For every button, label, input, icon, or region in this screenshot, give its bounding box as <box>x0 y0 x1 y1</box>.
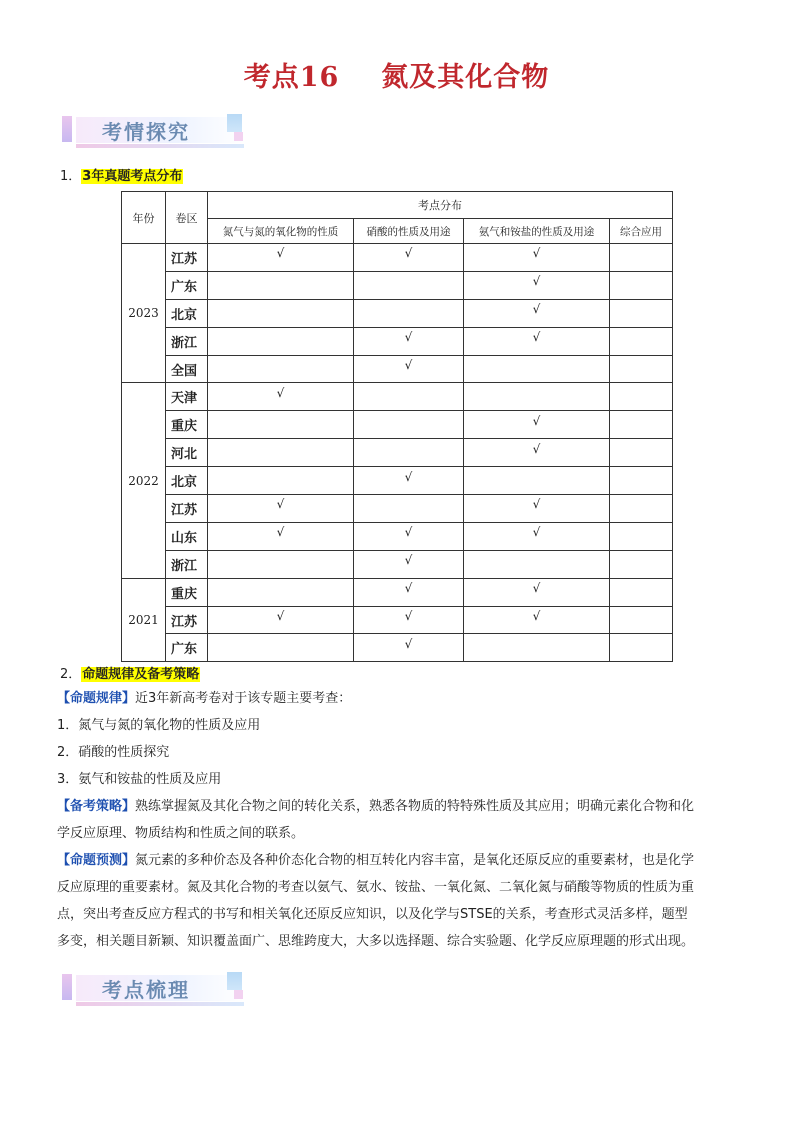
topic-cell <box>208 355 354 383</box>
region-cell: 北京 <box>166 467 208 495</box>
topic-cell <box>464 578 610 606</box>
topic-cell <box>354 634 464 662</box>
year-cell: 2022 <box>122 383 166 578</box>
topic-cell <box>610 271 673 299</box>
forecast-tag: 【命题预测】 <box>57 853 136 868</box>
topic-cell <box>208 439 354 467</box>
table-row <box>122 383 673 411</box>
region-cell: 浙江 <box>166 550 208 578</box>
topic-cell <box>610 439 673 467</box>
topic-cell <box>354 327 464 355</box>
check-mark: √ <box>276 385 285 400</box>
topic-cell <box>610 299 673 327</box>
check-mark: √ <box>404 330 413 345</box>
topic-cell <box>208 467 354 495</box>
topic-cell <box>208 299 354 327</box>
topic-cell <box>354 439 464 467</box>
topic-cell <box>610 355 673 383</box>
page-title <box>0 55 793 94</box>
table-row <box>122 606 673 634</box>
check-mark: √ <box>532 497 541 512</box>
region-cell: 浙江 <box>166 327 208 355</box>
topic-cell <box>464 439 610 467</box>
rule-tag: 【命题规律】 <box>57 691 136 706</box>
header-group: 考点分布 <box>208 192 673 219</box>
header-col-1: 氮气与氮的氧化物的性质 <box>208 219 354 244</box>
topic-cell <box>610 522 673 550</box>
title-name: 氮及其化合物 <box>381 62 550 93</box>
table-row <box>122 271 673 299</box>
title-code: 考点16 <box>243 62 340 93</box>
topic-cell <box>610 495 673 523</box>
topic-cell <box>464 244 610 272</box>
topic-cell <box>208 327 354 355</box>
region-cell: 江苏 <box>166 606 208 634</box>
table-row <box>122 634 673 662</box>
topic-cell <box>610 383 673 411</box>
section-heading-strategy: 2．命题规律及备考策略 <box>60 667 200 682</box>
check-mark: √ <box>532 302 541 317</box>
check-mark: √ <box>404 553 413 568</box>
topic-cell <box>610 606 673 634</box>
table-row <box>122 411 673 439</box>
table-row <box>122 299 673 327</box>
table-row <box>122 522 673 550</box>
point-item: 3．氨气和铵盐的性质及应用 <box>57 772 222 787</box>
table-row <box>122 467 673 495</box>
topic-cell <box>354 606 464 634</box>
forecast-line-2: 反应原理的重要素材。氮及其化合物的考查以氨气、氨水、铵盐、一氧化氮、二氧化氮与硝酸等物质的性质为重 <box>57 880 695 895</box>
check-mark: √ <box>404 525 413 540</box>
topic-cell <box>464 550 610 578</box>
check-mark: √ <box>276 609 285 624</box>
header-col-2: 硝酸的性质及用途 <box>354 219 464 244</box>
year-cell: 2021 <box>122 578 166 662</box>
rule-text: 近3年新高考卷对于该专题主要考查： <box>135 691 352 706</box>
topic-cell <box>354 578 464 606</box>
topic-cell <box>464 522 610 550</box>
check-mark: √ <box>532 609 541 624</box>
rule-paragraph <box>57 685 747 712</box>
topic-cell <box>464 467 610 495</box>
forecast-line-1: 【命题预测】氮元素的多种价态及各种价态化合物的相互转化内容丰富，是氧化还原反应的重要素材，也是化学 <box>57 853 695 868</box>
check-mark: √ <box>276 497 285 512</box>
topic-cell <box>464 634 610 662</box>
section-banner-key-points <box>62 972 244 1008</box>
exam-distribution-table <box>121 191 673 662</box>
table-row <box>122 439 673 467</box>
topic-cell <box>464 355 610 383</box>
topic-cell <box>464 271 610 299</box>
topic-cell <box>208 271 354 299</box>
check-mark: √ <box>532 581 541 596</box>
check-mark: √ <box>276 525 285 540</box>
header-year: 年份 <box>122 192 166 244</box>
check-mark: √ <box>404 358 413 372</box>
header-col-4: 综合应用 <box>610 219 673 244</box>
topic-cell <box>354 355 464 383</box>
topic-cell <box>464 495 610 523</box>
topic-cell <box>354 495 464 523</box>
table-row <box>122 244 673 272</box>
topic-cell <box>464 606 610 634</box>
check-mark: √ <box>404 246 413 261</box>
topic-cell <box>464 383 610 411</box>
check-mark: √ <box>532 330 541 345</box>
check-mark: √ <box>276 246 285 261</box>
topic-cell <box>354 550 464 578</box>
section-heading-distribution: 1．3年真题考点分布 <box>60 169 183 184</box>
region-cell: 天津 <box>166 383 208 411</box>
check-mark: √ <box>404 581 413 596</box>
forecast-line-3: 点，突出考查反应方程式的书写和相关氧化还原反应知识，以及化学与STSE的关系，考查形式灵活多样，题型 <box>57 907 688 922</box>
topic-cell <box>354 522 464 550</box>
topic-cell <box>610 578 673 606</box>
table-row <box>122 578 673 606</box>
forecast-line-4: 多变，相关题目新颖、知识覆盖面广、思维跨度大，大多以选择题、综合实验题、化学反应原理题的形式出现。 <box>57 934 695 949</box>
region-cell: 广东 <box>166 634 208 662</box>
topic-cell <box>208 578 354 606</box>
topic-cell <box>354 467 464 495</box>
topic-cell <box>354 299 464 327</box>
topic-cell <box>208 244 354 272</box>
year-cell: 2023 <box>122 244 166 383</box>
section-banner-exam-analysis <box>62 114 244 150</box>
check-mark: √ <box>404 609 413 624</box>
region-cell: 广东 <box>166 271 208 299</box>
table-row <box>122 355 673 383</box>
header-region: 卷区 <box>166 192 208 244</box>
topic-cell <box>610 467 673 495</box>
topic-cell <box>354 383 464 411</box>
banner-label: 考情探究 <box>102 120 190 144</box>
topic-cell <box>354 244 464 272</box>
topic-cell <box>208 383 354 411</box>
region-cell: 江苏 <box>166 495 208 523</box>
topic-cell <box>464 411 610 439</box>
topic-cell <box>208 606 354 634</box>
check-mark: √ <box>532 246 541 261</box>
topic-cell <box>208 634 354 662</box>
table-row <box>122 550 673 578</box>
topic-cell <box>610 327 673 355</box>
region-cell: 重庆 <box>166 578 208 606</box>
region-cell: 山东 <box>166 522 208 550</box>
header-col-3: 氨气和铵盐的性质及用途 <box>464 219 610 244</box>
topic-cell <box>610 550 673 578</box>
check-mark: √ <box>404 636 413 651</box>
region-cell: 江苏 <box>166 244 208 272</box>
table-row <box>122 495 673 523</box>
topic-cell <box>610 634 673 662</box>
banner-label: 考点梳理 <box>102 978 190 1002</box>
topic-cell <box>464 299 610 327</box>
region-cell: 全国 <box>166 355 208 383</box>
topic-cell <box>464 327 610 355</box>
check-mark: √ <box>404 469 413 484</box>
check-mark: √ <box>532 525 541 540</box>
topic-cell <box>208 550 354 578</box>
check-mark: √ <box>532 441 541 456</box>
topic-cell <box>208 495 354 523</box>
point-item: 1．氮气与氮的氧化物的性质及应用 <box>57 718 261 733</box>
topic-cell <box>354 411 464 439</box>
topic-cell <box>610 244 673 272</box>
topic-cell <box>208 411 354 439</box>
strategy-tag: 【备考策略】 <box>57 799 136 814</box>
table-row <box>122 327 673 355</box>
check-mark: √ <box>532 274 541 289</box>
region-cell: 河北 <box>166 439 208 467</box>
topic-cell <box>208 522 354 550</box>
point-item: 2．硝酸的性质探究 <box>57 745 170 760</box>
topic-cell <box>610 411 673 439</box>
check-mark: √ <box>532 413 541 428</box>
region-cell: 北京 <box>166 299 208 327</box>
strategy-line-1: 【备考策略】熟练掌握氮及其化合物之间的转化关系，熟悉各物质的特特殊性质及其应用；明确元素化合物和化 <box>57 799 695 814</box>
topic-cell <box>354 271 464 299</box>
region-cell: 重庆 <box>166 411 208 439</box>
strategy-line-2: 学反应原理、物质结构和性质之间的联系。 <box>57 826 305 841</box>
